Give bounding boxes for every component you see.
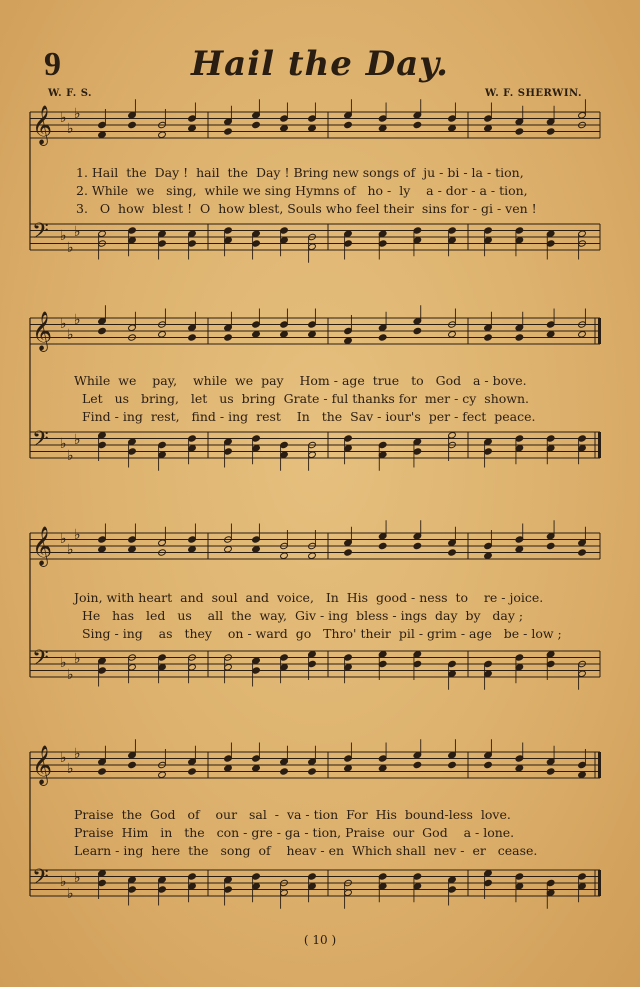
- flat-icon: ♭: [67, 448, 74, 464]
- lyric-line: Let us bring, let us bring Grate - ful thanks for mer - cy shown.: [74, 391, 530, 406]
- lyric-line: Find - ing rest, find - ing rest In the Sav - iour's per - fect peace.: [74, 409, 536, 424]
- bass-clef-icon: 𝄢: [32, 646, 49, 676]
- final-bar: [598, 318, 601, 344]
- note-head: [224, 128, 233, 135]
- note-head: [128, 761, 137, 768]
- bass-clef-icon: 𝄢: [32, 219, 49, 249]
- lyric-line: He has led us all the way, Giv - ing bless - ings day by day ;: [74, 608, 524, 623]
- note-head: [413, 327, 422, 334]
- note-head: [344, 549, 353, 556]
- flat-icon: ♭: [60, 316, 67, 332]
- note-head: [344, 337, 353, 344]
- final-bar: [598, 752, 601, 778]
- note-head: [252, 765, 261, 772]
- flat-icon: ♭: [60, 874, 67, 890]
- note-head: [188, 546, 197, 553]
- flat-icon: ♭: [67, 327, 74, 343]
- bass-clef-icon: 𝄢: [32, 427, 49, 457]
- note-head: [515, 334, 524, 341]
- note-head: [546, 331, 555, 338]
- note-head: [280, 331, 289, 338]
- note-head: [252, 331, 261, 338]
- note-head: [308, 768, 317, 775]
- music-credit: W. F. SHERWIN.: [485, 88, 582, 99]
- flat-icon: ♭: [67, 761, 74, 777]
- note-head: [252, 121, 261, 128]
- lyric-line: 1. Hail the Day ! hail the Day ! Bring new songs of ju - bi - la - tion,: [76, 165, 524, 180]
- note-head: [546, 128, 555, 135]
- flat-icon: ♭: [60, 531, 67, 547]
- lyrics-block-1: [30, 164, 600, 218]
- flat-icon: ♭: [60, 436, 67, 452]
- hymn-title: Hail the Day.: [191, 44, 449, 84]
- lyric-line: 2. While we sing, while we sing Hymns of ho - ly a - dor - a - tion,: [76, 183, 528, 198]
- note-head: [484, 125, 493, 132]
- flat-icon: ♭: [67, 240, 74, 256]
- flat-icon: ♭: [67, 542, 74, 558]
- note-head: [578, 331, 587, 338]
- lyric-line: While we pay, while we pay Hom - age true to God a - bove.: [74, 373, 527, 388]
- note-head: [378, 765, 387, 772]
- note-head: [158, 131, 167, 138]
- lyric-line: Praise Him in the con - gre - ga - tion, Praise our God a - lone.: [74, 825, 515, 840]
- note-head: [448, 761, 457, 768]
- note-head: [188, 334, 197, 341]
- hymn-number: 9: [44, 46, 61, 83]
- flat-icon: ♭: [60, 750, 67, 766]
- note-head: [413, 121, 422, 128]
- note-head: [128, 546, 137, 553]
- flat-icon: ♭: [74, 106, 81, 122]
- lyric-line: Learn - ing here the song of heav - en Which shall nev - er cease.: [74, 843, 538, 858]
- note-head: [158, 331, 167, 338]
- note-head: [308, 552, 317, 559]
- note-head: [98, 546, 107, 553]
- note-head: [252, 546, 261, 553]
- treble-clef-icon: 𝄞: [32, 526, 53, 566]
- note-head: [484, 761, 493, 768]
- flat-icon: ♭: [74, 312, 81, 328]
- note-head: [224, 765, 233, 772]
- flat-icon: ♭: [74, 224, 81, 240]
- bass-clef-icon: 𝄢: [32, 865, 49, 895]
- note-head: [280, 552, 289, 559]
- note-head: [448, 549, 457, 556]
- lyric-line: Join, with heart and soul and voice, In His good - ness to re - joice.: [74, 590, 544, 605]
- note-head: [448, 125, 457, 132]
- lyric-line: Praise the God of our sal - va - tion For His bound-less love.: [74, 807, 511, 822]
- note-head: [413, 542, 422, 549]
- lyric-line: 3. O how blest ! O how blest, Souls who feel their sins for - gi - ven !: [76, 201, 537, 216]
- flat-icon: ♭: [74, 432, 81, 448]
- final-bar: [598, 870, 601, 896]
- note-head: [484, 334, 493, 341]
- flat-icon: ♭: [67, 886, 74, 902]
- note-head: [344, 765, 353, 772]
- note-head: [344, 121, 353, 128]
- page-number: ( 10 ): [303, 933, 337, 947]
- note-head: [98, 768, 107, 775]
- flat-icon: ♭: [60, 228, 67, 244]
- note-head: [448, 331, 457, 338]
- flat-icon: ♭: [74, 870, 81, 886]
- lyrics-block-3: [30, 589, 600, 643]
- note-head: [128, 121, 137, 128]
- music-system-2: [30, 311, 600, 478]
- note-head: [280, 125, 289, 132]
- treble-clef-icon: 𝄞: [32, 311, 53, 351]
- note-head: [413, 761, 422, 768]
- note-head: [188, 768, 197, 775]
- treble-clef-icon: 𝄞: [32, 105, 53, 145]
- note-head: [158, 771, 167, 778]
- words-credit: W. F. S.: [48, 88, 93, 99]
- flat-icon: ♭: [67, 667, 74, 683]
- flat-icon: ♭: [60, 110, 67, 126]
- note-head: [546, 768, 555, 775]
- music-system-1: [30, 105, 600, 272]
- flat-icon: ♭: [60, 655, 67, 671]
- flat-icon: ♭: [74, 527, 81, 543]
- note-head: [98, 131, 107, 138]
- note-head: [224, 334, 233, 341]
- note-head: [515, 546, 524, 553]
- final-bar: [598, 432, 601, 458]
- note-head: [578, 549, 587, 556]
- note-head: [188, 125, 197, 132]
- flat-icon: ♭: [67, 121, 74, 137]
- note-head: [308, 125, 317, 132]
- note-head: [378, 542, 387, 549]
- flat-icon: ♭: [74, 746, 81, 762]
- note-head: [515, 765, 524, 772]
- note-head: [98, 327, 107, 334]
- note-head: [578, 771, 587, 778]
- note-head: [378, 334, 387, 341]
- note-head: [378, 125, 387, 132]
- note-head: [546, 542, 555, 549]
- music-system-3: [30, 526, 600, 693]
- note-head: [224, 546, 233, 553]
- lyrics-block-2: [30, 372, 600, 426]
- lyrics-block-4: [30, 806, 600, 860]
- music-system-4: [30, 745, 600, 912]
- note-head: [308, 331, 317, 338]
- note-head: [484, 552, 493, 559]
- flat-icon: ♭: [74, 651, 81, 667]
- lyric-line: Sing - ing as they on - ward go Thro' their pil - grim - age be - low ;: [74, 626, 562, 641]
- note-head: [515, 128, 524, 135]
- treble-clef-icon: 𝄞: [32, 745, 53, 785]
- note-head: [280, 768, 289, 775]
